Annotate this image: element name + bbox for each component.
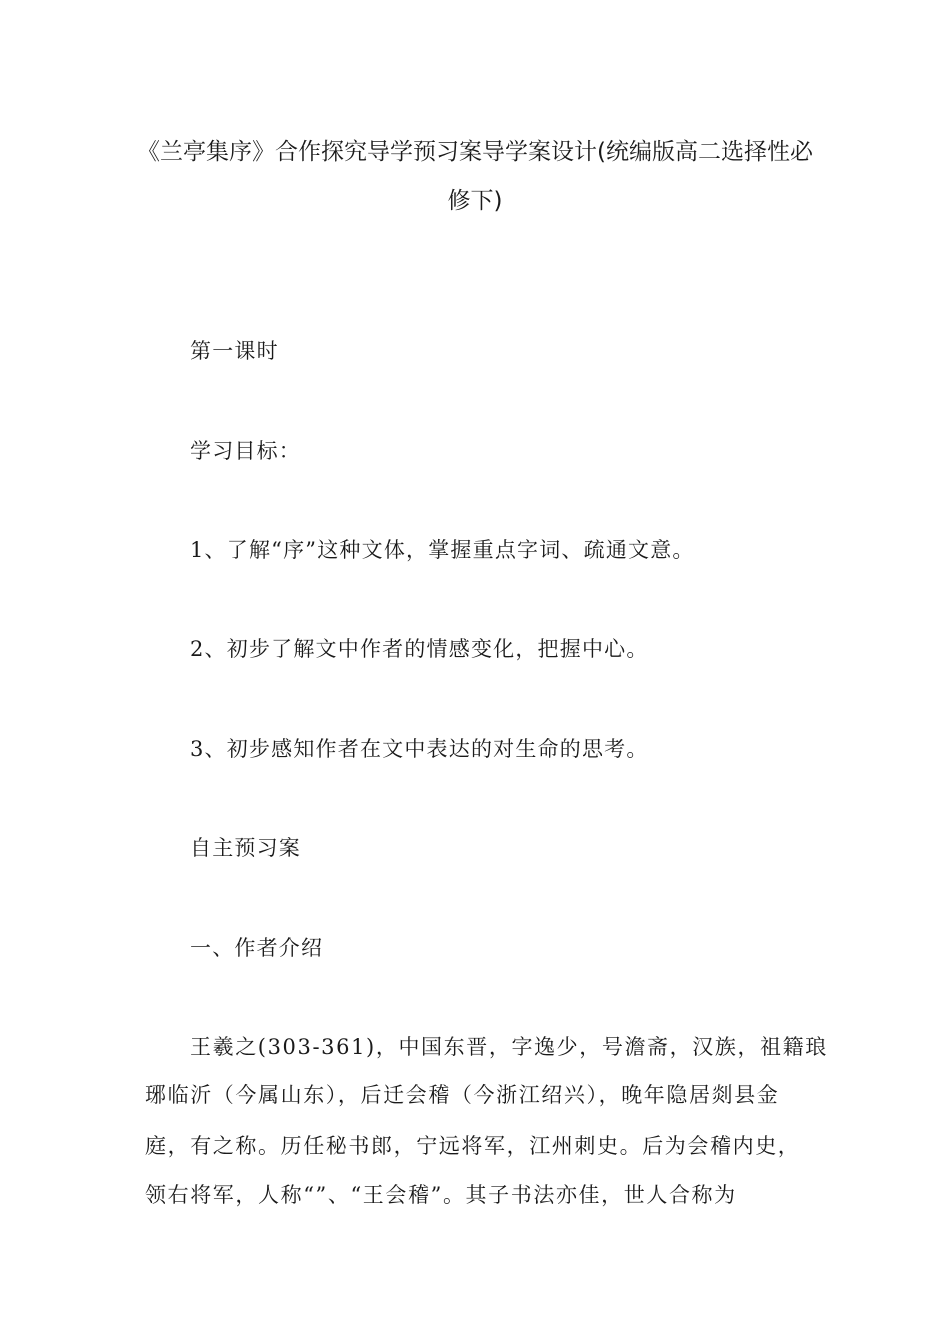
author-intro-line-1: 王羲之(303-361)，中国东晋，字逸少，号澹斋，汉族，祖籍琅 [190, 1035, 828, 1059]
subsection-heading: 一、作者介绍 [190, 936, 324, 960]
document-title-line-1: 《兰亭集序》合作探究导学预习案导学案设计(统编版高二选择性必 [137, 139, 813, 165]
objective-item-1: 1、了解“序”这种文体，掌握重点字词、疏通文意。 [190, 538, 695, 562]
section-heading: 自主预习案 [190, 836, 301, 860]
author-intro-line-4: 领右将军，人称“”、“王会稽”。其子书法亦佳，世人合称为 [145, 1183, 737, 1207]
objective-item-3: 3、初步感知作者在文中表达的对生命的思考。 [190, 737, 649, 761]
lesson-label: 第一课时 [190, 339, 279, 363]
document-title-line-2: 修下) [447, 188, 503, 214]
author-intro-line-3: 庭，有之称。历任秘书郎，宁远将军，江州刺史。后为会稽内史， [145, 1134, 801, 1158]
objective-item-2: 2、初步了解文中作者的情感变化，把握中心。 [190, 637, 649, 661]
author-intro-line-2: 琊临沂（今属山东），后迁会稽（今浙江绍兴），晚年隐居剡县金 [145, 1083, 780, 1107]
objectives-heading: 学习目标： [190, 439, 301, 463]
